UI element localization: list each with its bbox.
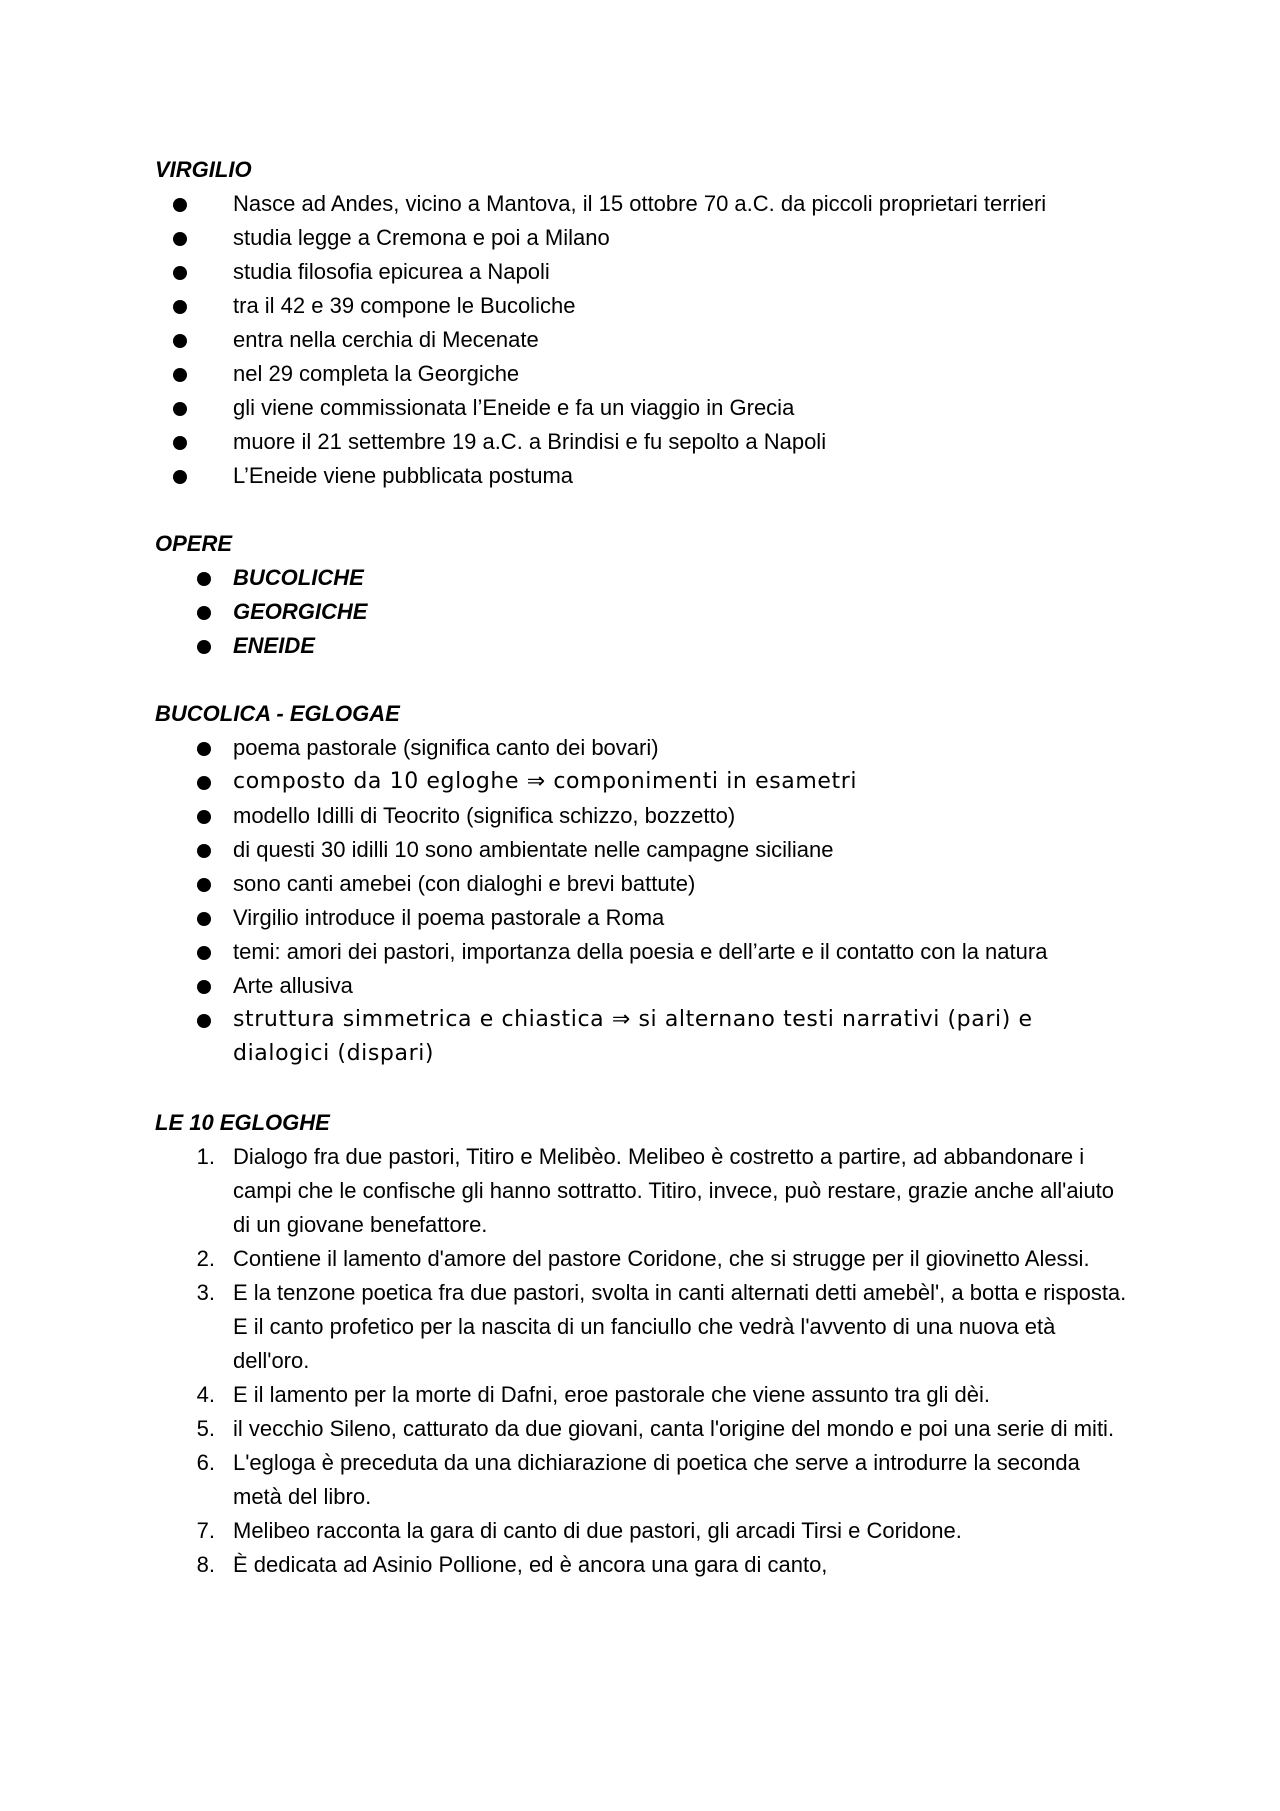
heading-virgilio: VIRGILIO	[155, 157, 252, 182]
list-opere	[0, 561, 1280, 663]
list-item: ENEIDE	[0, 629, 1280, 663]
bullet-icon	[173, 266, 187, 280]
bullet-icon	[197, 606, 211, 620]
bullet-icon	[173, 198, 187, 212]
heading-egloghe: LE 10 EGLOGHE	[155, 1110, 330, 1135]
list-item: di questi 30 idilli 10 sono ambientate nelle campagne siciliane	[0, 833, 1280, 867]
list-item: GEORGICHE	[0, 595, 1280, 629]
list-egloghe	[0, 1140, 1280, 1582]
list-item: studia filosofia epicurea a Napoli	[0, 255, 1280, 289]
heading-bucolica: BUCOLICA - EGLOGAE	[155, 701, 400, 726]
list-item: Virgilio introduce il poema pastorale a Roma	[0, 901, 1280, 935]
list-item: L’Eneide viene pubblicata postuma	[0, 459, 1280, 493]
bullet-icon	[173, 470, 187, 484]
list-item: 2. Contiene il lamento d'amore del pastore Coridone, che si strugge per il giovinetto Alessi.	[196, 1246, 1090, 1271]
bullet-icon	[173, 334, 187, 348]
list-item: 5. il vecchio Sileno, catturato da due giovani, canta l'origine del mondo e poi una serie di miti.	[196, 1416, 1115, 1441]
bullet-icon	[197, 878, 211, 892]
list-item: 7. Melibeo racconta la gara di canto di due pastori, gli arcadi Tirsi e Coridone.	[196, 1518, 962, 1543]
bullet-icon	[197, 946, 211, 960]
list-item: 1. Dialogo fra due pastori, Titiro e Melibèo. Melibeo è costretto a partire, ad abbandonare i campi che le confische gli hanno sottratto. Titiro, invece, può restare, grazie anche all'aiuto di un giovane benefattore.	[196, 1144, 1115, 1237]
bullet-icon	[197, 912, 211, 926]
list-virgilio	[0, 187, 1280, 493]
heading-opere: OPERE	[155, 531, 233, 556]
list-item: BUCOLICHE	[0, 561, 1280, 595]
bullet-icon	[197, 640, 211, 654]
bullet-icon	[197, 742, 211, 756]
list-item: 3. E la tenzone poetica fra due pastori, svolta in canti alternati detti amebèl', a botta e risposta. E il canto profetico per la nascita di un fanciullo che vedrà l'avvento di una nuova età dell'oro.	[196, 1280, 1127, 1373]
bullet-icon	[197, 1014, 211, 1028]
list-item: entra nella cerchia di Mecenate	[0, 323, 1280, 357]
list-bucolica	[0, 731, 1280, 1071]
list-item: muore il 21 settembre 19 a.C. a Brindisi e fu sepolto a Napoli	[0, 425, 1280, 459]
list-item: gli viene commissionata l’Eneide e fa un viaggio in Grecia	[0, 391, 1280, 425]
bullet-icon	[197, 572, 211, 586]
bullet-icon	[173, 300, 187, 314]
bullet-icon	[173, 368, 187, 382]
bullet-icon	[197, 980, 211, 994]
list-item: studia legge a Cremona e poi a Milano	[0, 221, 1280, 255]
list-item: nel 29 completa la Georgiche	[0, 357, 1280, 391]
list-item: modello Idilli di Teocrito (significa schizzo, bozzetto)	[0, 799, 1280, 833]
list-item: 4. E il lamento per la morte di Dafni, eroe pastorale che viene assunto tra gli dèi.	[196, 1382, 990, 1407]
bullet-icon	[173, 232, 187, 246]
bullet-icon	[197, 810, 211, 824]
list-item: Nasce ad Andes, vicino a Mantova, il 15 ottobre 70 a.C. da piccoli proprietari terrieri	[0, 187, 1280, 221]
bullet-icon	[173, 402, 187, 416]
bullet-icon	[173, 436, 187, 450]
bullet-icon	[197, 776, 211, 790]
list-item: tra il 42 e 39 compone le Bucoliche	[0, 289, 1280, 323]
list-item: sono canti amebei (con dialoghi e brevi battute)	[0, 867, 1280, 901]
bullet-icon	[197, 844, 211, 858]
list-item: struttura simmetrica e chiastica ⇒ si alternano testi narrativi (pari) e dialogici (dispari)	[0, 1003, 1280, 1071]
list-item: composto da 10 egloghe ⇒ componimenti in esametri	[0, 765, 1280, 799]
list-item: temi: amori dei pastori, importanza della poesia e dell’arte e il contatto con la natura	[0, 935, 1280, 969]
list-item: 8. È dedicata ad Asinio Pollione, ed è ancora una gara di canto,	[196, 1552, 828, 1577]
list-item: poema pastorale (significa canto dei bovari)	[0, 731, 1280, 765]
list-item: 6. L'egloga è preceduta da una dichiarazione di poetica che serve a introdurre la seconda metà del libro.	[196, 1450, 1080, 1509]
list-item: Arte allusiva	[0, 969, 1280, 1003]
